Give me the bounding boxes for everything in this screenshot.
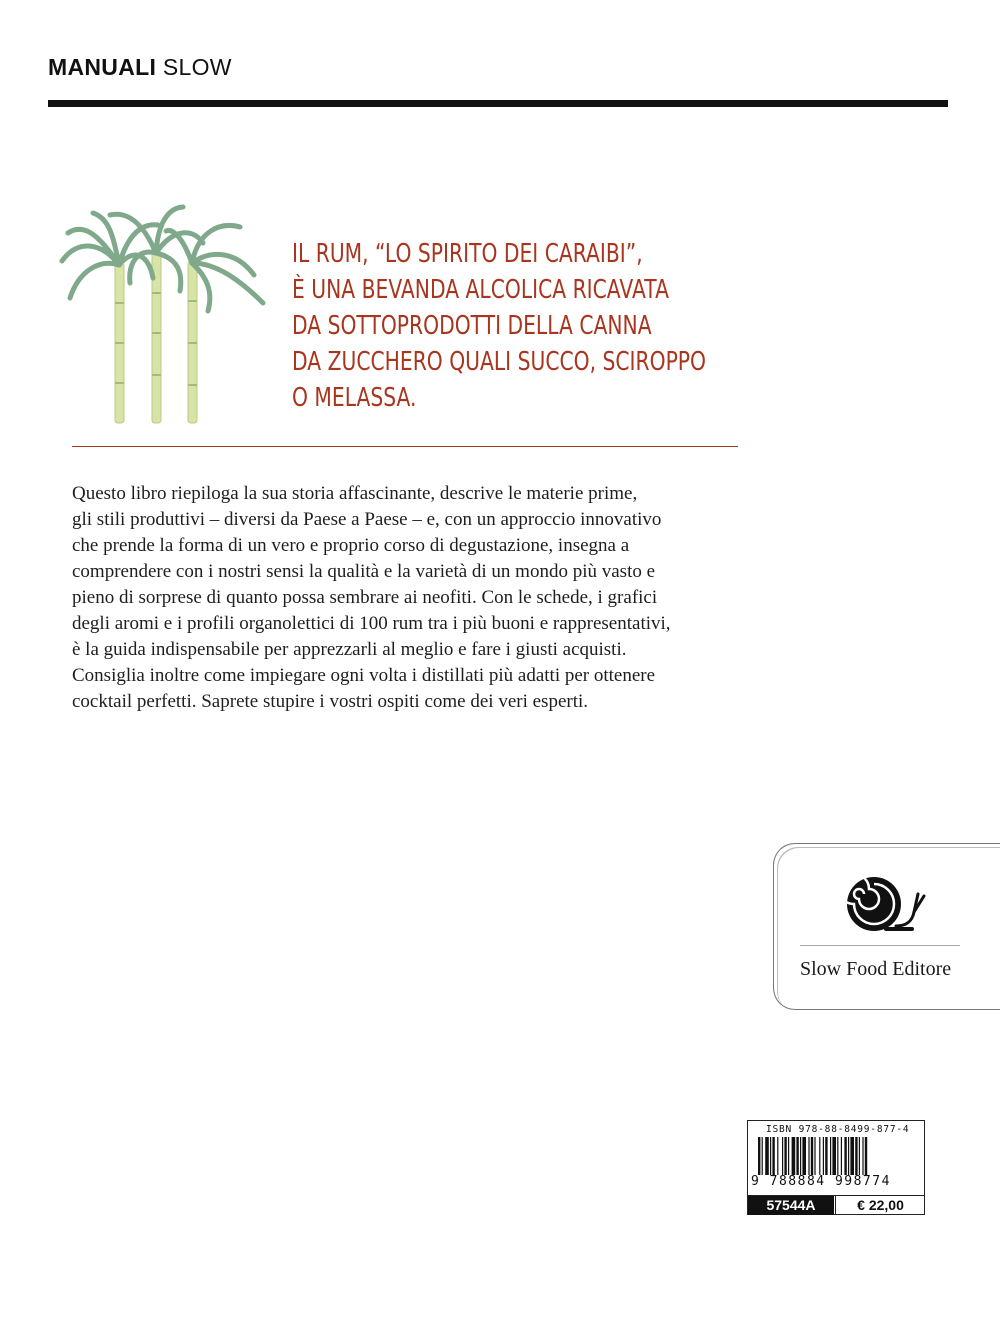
publisher-box [773, 843, 1000, 1010]
description-line: è la guida indispensabile per apprezzarli al meglio e fare i giusti acquisti. [72, 639, 627, 660]
barcode-bar [788, 1137, 789, 1175]
barcode-bar [808, 1137, 809, 1175]
barcode-bar [865, 1137, 867, 1175]
series-header [48, 54, 232, 81]
description-line: gli stili produttivi – diversi da Paese a Paese – e, con un approccio innovativo [72, 509, 662, 530]
product-code: 57544A [748, 1196, 834, 1215]
barcode-bar [830, 1137, 831, 1175]
tagline-line: DA ZUCCHERO QUALI SUCCO, SCIROPPO [292, 347, 706, 377]
barcode-bar [819, 1137, 820, 1175]
barcode-bar [823, 1137, 824, 1175]
series-name-light: SLOW [162, 54, 232, 80]
book-description [72, 481, 762, 715]
barcode-label [747, 1120, 925, 1215]
barcode-bar [758, 1137, 760, 1175]
barcode-bar [814, 1137, 815, 1175]
description-line: degli aromi e i profili organolettici di 100 rum tra i più buoni e rappresentativi, [72, 613, 671, 634]
barcode-bar [844, 1137, 846, 1175]
barcode-bar [850, 1137, 854, 1175]
barcode-bar [811, 1137, 813, 1175]
barcode-bar [862, 1137, 863, 1175]
barcode-bar [848, 1137, 849, 1175]
sugar-cane-icon [58, 203, 268, 428]
description-line: pieno di sorprese di quanto possa sembrare ai neofiti. Con le schede, i grafici [72, 587, 658, 608]
snail-icon [846, 874, 926, 936]
barcode-bar [841, 1137, 842, 1175]
tagline-line: È UNA BEVANDA ALCOLICA RICAVATA [292, 275, 669, 305]
barcode-bar [825, 1137, 827, 1175]
isbn-text: ISBN 978-88-8499-877-4 [766, 1124, 910, 1135]
barcode-bar [770, 1137, 771, 1175]
publisher-rule [800, 945, 960, 946]
tagline-line: IL RUM, “LO SPIRITO DEI CARAIBI”, [292, 239, 643, 269]
barcode-bar [762, 1137, 763, 1175]
barcode-digits: 9 788884 998774 [751, 1174, 891, 1189]
code-price-row [748, 1195, 924, 1215]
barcode-bar [784, 1137, 786, 1175]
tagline-line: DA SOTTOPRODOTTI DELLA CANNA [292, 311, 652, 341]
series-rule [48, 100, 948, 107]
description-line: Questo libro riepiloga la sua storia affascinante, descrive le materie prime, [72, 483, 638, 504]
barcode-bar [800, 1137, 801, 1175]
barcode-bar [796, 1137, 798, 1175]
barcode-bar [777, 1137, 778, 1175]
description-line: comprendere con i nostri sensi la qualità e la varietà di un mondo più vasto e [72, 561, 656, 582]
tagline-line: O MELASSA. [292, 383, 417, 413]
barcode-bar [772, 1137, 774, 1175]
price: € 22,00 [835, 1196, 925, 1215]
description-line: cocktail perfetti. Saprete stupire i vostri ospiti come dei veri esperti. [72, 691, 589, 712]
cane-leaves [62, 207, 263, 311]
barcode-bar [855, 1137, 857, 1175]
barcode-bar [832, 1137, 836, 1175]
series-name-bold: MANUALI [48, 54, 157, 80]
barcode-bar [792, 1137, 796, 1175]
description-line: che prende la forma di un vero e proprio corso di degustazione, insegna a [72, 535, 630, 556]
barcode-bar [765, 1137, 769, 1175]
description-line: Consiglia inoltre come impiegare ogni volta i distillati più adatti per ottenere [72, 665, 656, 686]
barcode-bar [837, 1137, 838, 1175]
barcode-bars [756, 1137, 916, 1179]
barcode-bar [802, 1137, 806, 1175]
barcode-bar [859, 1137, 860, 1175]
publisher-name: Slow Food Editore [800, 958, 952, 980]
tagline [292, 236, 706, 416]
section-divider [72, 446, 738, 447]
barcode-bar [782, 1137, 783, 1175]
